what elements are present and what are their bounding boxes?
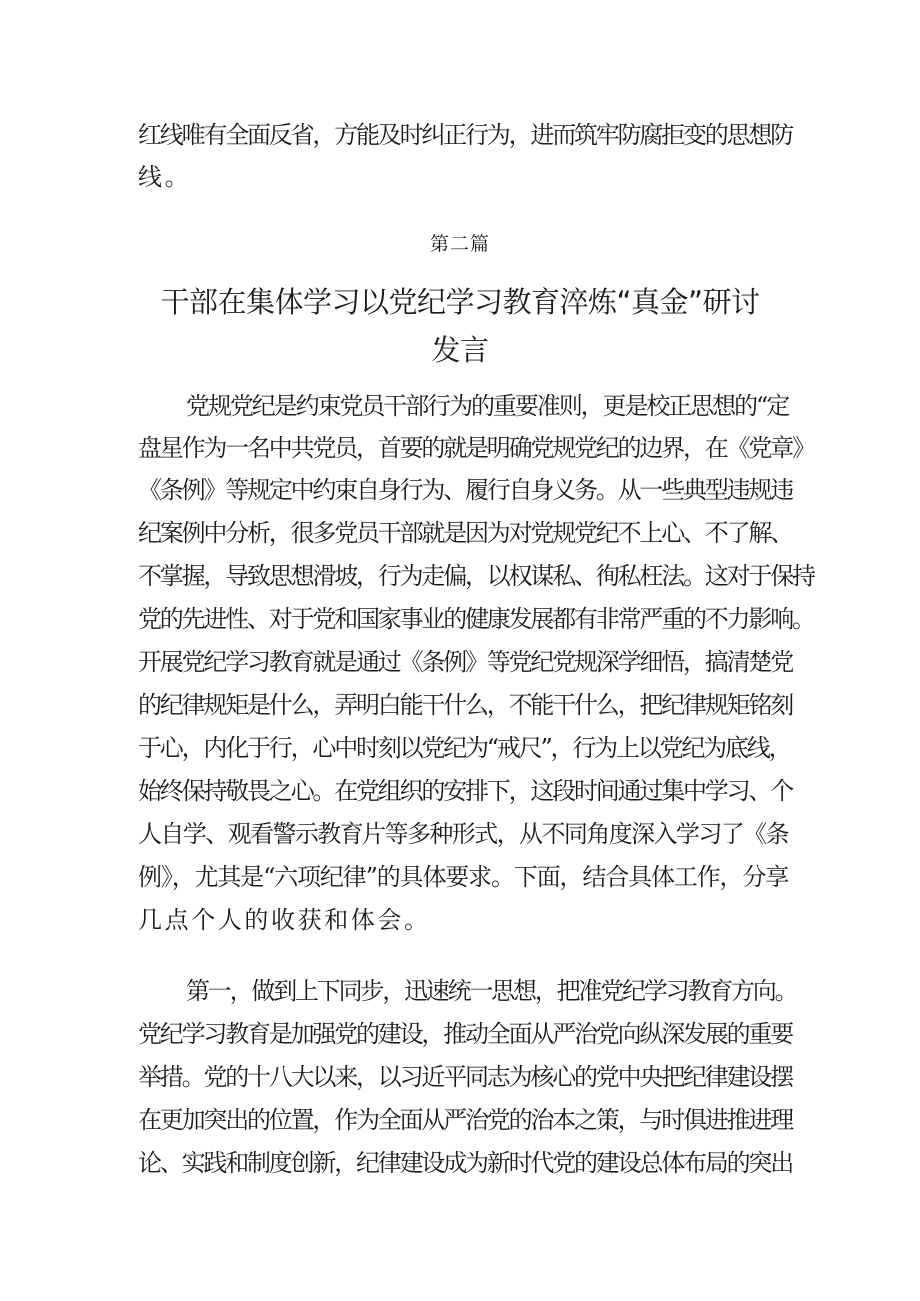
paragraph-line: 开展党纪学习教育就是通过《条例》等党纪党规深学细悟，搞清楚党 <box>138 648 792 676</box>
paragraph-line: 不掌握，导致思想滑坡，行为走偏，以权谋私、徇私枉法。这对于保持 <box>138 562 814 590</box>
paragraph-line: 《条例》等规定中约束自身行为、履行自身义务。从一些典型违规违 <box>138 476 792 504</box>
paragraph-line: 论、实践和制度创新，纪律建设成为新时代党的建设总体布局的突出 <box>138 1149 792 1177</box>
section-label: 第二篇 <box>429 233 490 255</box>
paragraph-line: 几点个人的收获和体会。 <box>138 906 431 934</box>
paragraph-line: 于心，内化于行，心中时刻以党纪为“戒尺”，行为上以党纪为底线， <box>138 734 791 762</box>
paragraph-line: 在更加突出的位置，作为全面从严治党的治本之策，与时俱进推进理 <box>138 1106 792 1134</box>
prev-paragraph-line: 红线唯有全面反省，方能及时纠正行为，进而筑牢防腐拒变的思想防 <box>138 121 792 149</box>
paragraph-line: 党纪学习教育是加强党的建设，推动全面从严治党向纵深发展的重要 <box>138 1020 792 1048</box>
document-title-line: 干部在集体学习以党纪学习教育淬炼“真金”研讨 <box>160 285 760 319</box>
paragraph-line: 党规党纪是约束党员干部行为的重要准则，更是校正思想的“定 <box>186 392 788 420</box>
paragraph-line: 举措。党的十八大以来，以习近平同志为核心的党中央把纪律建设摆 <box>138 1063 792 1091</box>
paragraph-line: 的纪律规矩是什么，弄明白能干什么，不能干什么，把纪律规矩铭刻 <box>138 691 792 719</box>
paragraph-line: 第一，做到上下同步，迅速统一思想，把准党纪学习教育方向。 <box>186 977 797 1005</box>
paragraph-line: 党的先进性、对于党和国家事业的健康发展都有非常严重的不力影响。 <box>138 605 814 633</box>
paragraph-line: 始终保持敬畏之心。在党组织的安排下，这段时间通过集中学习、个 <box>138 777 792 805</box>
prev-paragraph-line: 线。 <box>138 163 192 191</box>
paragraph-line: 盘星作为一名中共党员，首要的就是明确党规党纪的边界，在《党章》 <box>138 434 814 462</box>
paragraph-line: 例》，尤其是“六项纪律”的具体要求。下面，结合具体工作，分享 <box>138 863 788 891</box>
paragraph-line: 人自学、观看警示教育片等多种形式，从不同角度深入学习了《条 <box>138 820 788 848</box>
document-title-line: 发言 <box>431 333 489 367</box>
paragraph-line: 纪案例中分析，很多党员干部就是因为对党规党纪不上心、不了解、 <box>138 519 792 547</box>
